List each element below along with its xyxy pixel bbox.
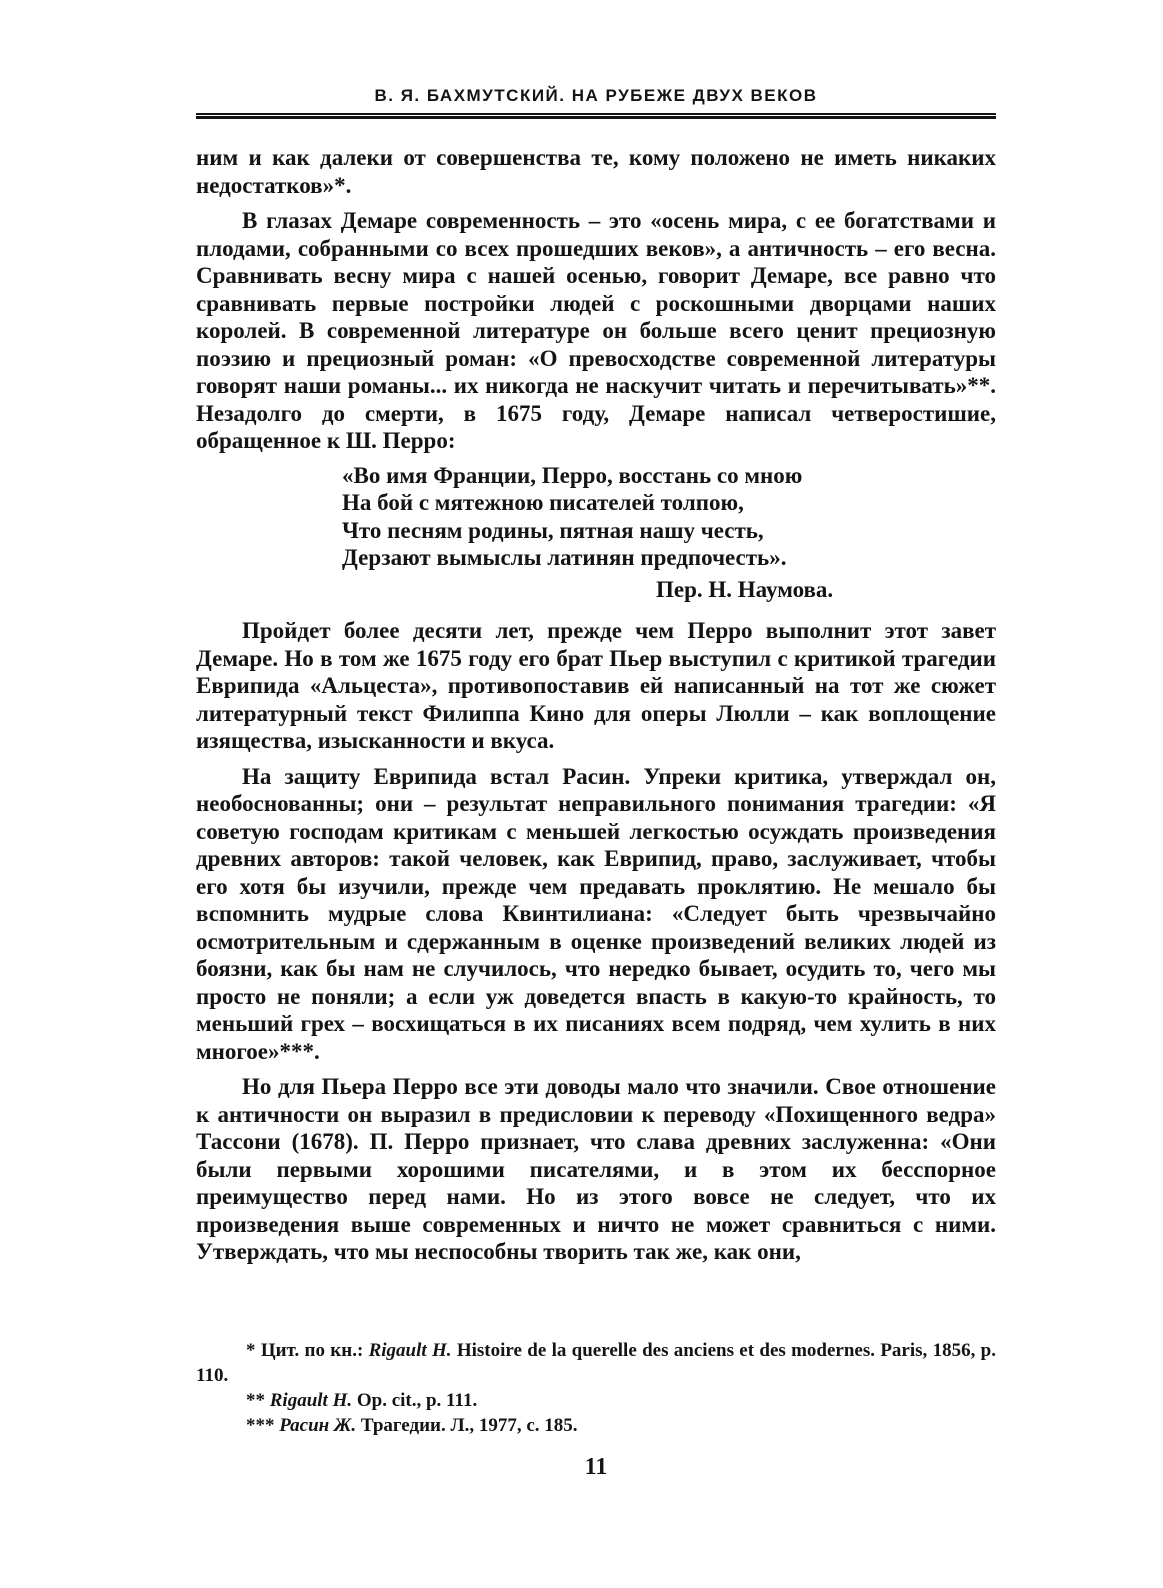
footnote-3-rest: Трагедии. Л., 1977, с. 185.	[356, 1415, 578, 1436]
paragraph-4: На защиту Еврипида встал Расин. Упреки критика, утверждал он, необоснованны; они – результат неправильного понимания трагедии: «Я советую господам критикам с меньшей легкостью осуждать произведения древних авторов: такой человек, как Еврипид, право, заслуживает, чтобы его хотя бы изучили, прежде чем предавать проклятию. Не мешало бы вспомнить мудрые слова Квинтилиана: «Следует быть чрезвычайно осмотрительным и сдержанным в оценке произведений великих людей из боязни, как бы нам не случилось, что нередко бывает, осудить то, чего мы просто не поняли; а если уж доведется впасть в какую-то крайность, то меньший грех – восхищаться в их писаниях всем подряд, чем хулить в них многое»***.	[196, 763, 996, 1064]
footnote-2-mark: **	[246, 1390, 265, 1411]
paragraph-1: ним и как далеки от совершенства те, кому положено не иметь никаких недостатков»*.	[196, 145, 996, 198]
footnote-2	[196, 1388, 996, 1413]
running-title: В. Я. БАХМУТСКИЙ. НА РУБЕЖЕ ДВУХ ВЕКОВ	[374, 86, 818, 105]
translator-credit: Пер. Н. Наумова.	[656, 576, 834, 602]
footnotes	[196, 1338, 996, 1438]
footnote-1-mark: *	[246, 1340, 256, 1361]
footnote-2-author: Rigault H.	[269, 1390, 353, 1411]
poem-line-1: «Во имя Франции, Перро, восстань со мною	[342, 462, 803, 488]
footnote-1-pre: Цит. по кн.:	[260, 1340, 369, 1361]
footnote-1-rest: Histoire de la querelle des anciens et des modernes. Paris, 1856, p. 110.	[196, 1340, 996, 1386]
footnote-1	[196, 1338, 996, 1388]
poem-line-4: Дерзают вымыслы латинян предпочесть».	[342, 545, 787, 570]
footnote-3	[196, 1413, 996, 1438]
quatrain	[342, 462, 996, 572]
paragraph-3: Пройдет более десяти лет, прежде чем Перро выполнит этот завет Демаре. Но в том же 1675 году его брат Пьер выступил с критикой трагедии Еврипида «Альцеста», противопоставив ей написанный на тот же сюжет литературный текст Филиппа Кино для оперы Люлли – как воплощение изящества, изысканности и вкуса.	[196, 618, 996, 753]
paragraph-2: В глазах Демаре современность – это «осень мира, с ее богатствами и плодами, собранными со всех прошедших веков», а античность – его весна. Сравнивать весну мира с нашей осенью, говорит Демаре, все равно что сравнивать первые постройки людей с роскошными дворцами наших королей. В современной литературе он больше всего ценит прециозную поэзию и прециозный роман: «О превосходстве современной литературы говорят наши романы... их никогда не наскучит читать и перечитывать»**. Незадолго до смерти, в 1675 году, Демаре написал четверостишие, обращенное к Ш. Перро:	[196, 208, 996, 453]
header-rule	[196, 113, 996, 119]
poem-line-3: Что песням родины, пятная нашу честь,	[342, 517, 764, 543]
page-number: 11	[584, 1454, 608, 1480]
paragraph-5: Но для Пьера Перро все эти доводы мало что значили. Свое отношение к античности он выразил в предисловии к переводу «Похищенного ведра» Тассони (1678). П. Перро признает, что слава древних заслуженна: «Они были первыми хорошими писателями, и в этом их бесспорное преимущество перед нами. Но из этого вовсе не следует, что их произведения выше современных и ничто не может сравниться с ними. Утверждать, что мы неспособны творить так же, как они,	[196, 1074, 996, 1264]
footnote-1-author: Rigault H.	[368, 1340, 452, 1361]
footnote-2-rest: Op. cit., p. 111.	[352, 1390, 478, 1411]
footnote-3-author: Расин Ж.	[279, 1415, 357, 1436]
poem-line-2: На бой с мятежною писателей толпою,	[342, 490, 744, 515]
footnote-3-mark: ***	[246, 1415, 275, 1436]
main-text	[196, 144, 996, 1266]
